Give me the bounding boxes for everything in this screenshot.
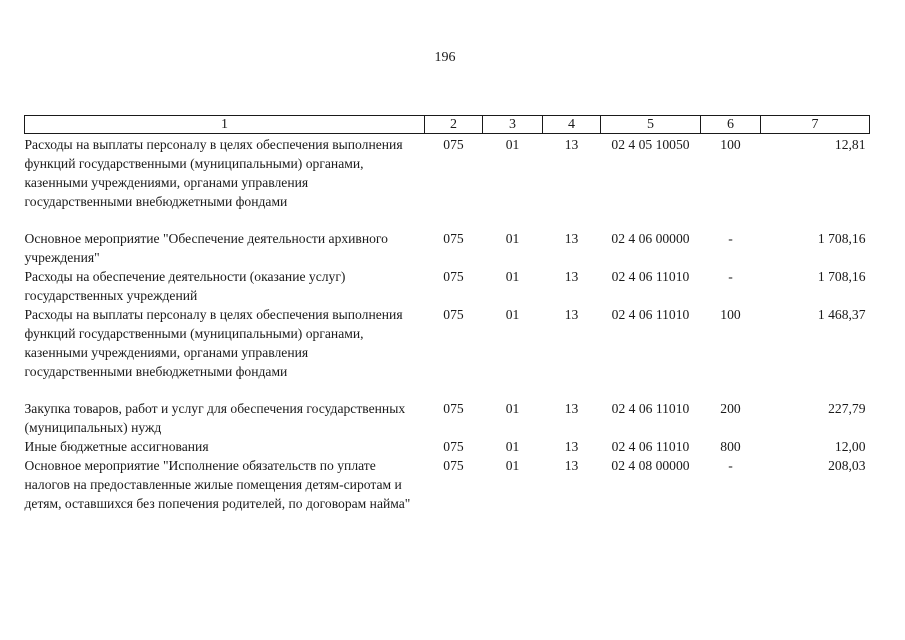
row-name: Расходы на обеспечение деятельности (оказание услуг) государственных учреждений	[24, 269, 346, 303]
row-col-5: 02 4 06 11010	[611, 269, 690, 284]
row-col-2: 075	[443, 439, 464, 454]
row-col-4: 13	[564, 439, 579, 454]
header-col-7: 7	[761, 116, 870, 134]
row-col-3: 01	[505, 137, 520, 152]
row-col-7: 1 468,37	[817, 307, 866, 322]
row-col-2: 075	[443, 269, 464, 284]
header-col-1: 1	[25, 116, 425, 134]
row-col-3: 01	[505, 458, 520, 473]
row-col-7: 227,79	[828, 401, 866, 416]
row-col-2: 075	[443, 458, 464, 473]
row-col-4: 13	[564, 458, 579, 473]
row-col-3: 01	[505, 401, 520, 416]
table-row	[25, 134, 870, 230]
row-col-7: 1 708,16	[817, 231, 866, 246]
table-row	[25, 456, 870, 513]
row-name: Основное мероприятие "Исполнение обязательств по уплате налогов на предоставленные жилые помещения детям-сиротам и детям, оставшихся без попечения родителей, по договорам найма"	[24, 458, 411, 511]
table-row	[25, 437, 870, 456]
row-col-6: -	[728, 269, 733, 284]
row-col-2: 075	[443, 231, 464, 246]
row-col-6: 100	[720, 307, 741, 322]
table-row	[25, 305, 870, 399]
budget-table	[24, 115, 870, 513]
row-col-4: 13	[564, 269, 579, 284]
row-col-5: 02 4 06 11010	[611, 307, 690, 322]
table-header-row	[25, 116, 870, 134]
header-col-6: 6	[701, 116, 761, 134]
header-col-3: 3	[483, 116, 543, 134]
row-col-6: -	[728, 231, 733, 246]
table-row	[25, 399, 870, 437]
header-col-4: 4	[543, 116, 601, 134]
table-row	[25, 229, 870, 267]
row-col-5: 02 4 06 11010	[611, 439, 690, 454]
row-col-2: 075	[443, 401, 464, 416]
row-col-4: 13	[564, 307, 579, 322]
row-col-6: 100	[720, 137, 741, 152]
row-name: Иные бюджетные ассигнования	[24, 439, 209, 454]
header-col-2: 2	[425, 116, 483, 134]
row-col-6: -	[728, 458, 733, 473]
row-col-4: 13	[564, 401, 579, 416]
row-col-5: 02 4 05 10050	[611, 137, 690, 152]
row-col-4: 13	[564, 231, 579, 246]
header-col-5: 5	[601, 116, 701, 134]
row-name: Основное мероприятие "Обеспечение деятельности архивного учреждения"	[24, 231, 388, 265]
row-col-6: 800	[720, 439, 741, 454]
row-col-5: 02 4 06 11010	[611, 401, 690, 416]
row-col-7: 208,03	[828, 458, 866, 473]
row-col-3: 01	[505, 231, 520, 246]
row-col-5: 02 4 08 00000	[611, 458, 690, 473]
row-col-2: 075	[443, 307, 464, 322]
row-col-7: 1 708,16	[817, 269, 866, 284]
row-col-3: 01	[505, 269, 520, 284]
row-col-7: 12,00	[834, 439, 866, 454]
row-col-3: 01	[505, 307, 520, 322]
row-col-2: 075	[443, 137, 464, 152]
row-col-6: 200	[720, 401, 741, 416]
row-col-7: 12,81	[834, 137, 866, 152]
row-col-5: 02 4 06 00000	[611, 231, 690, 246]
page-number: 196	[434, 50, 456, 65]
row-col-4: 13	[564, 137, 579, 152]
row-name: Расходы на выплаты персоналу в целях обеспечения выполнения функций государственными (муниципальными) органами, казенными учреждениями, органами управления государственными внебюджетными фондами	[24, 307, 403, 379]
row-name: Расходы на выплаты персоналу в целях обеспечения выполнения функций государственными (муниципальными) органами, казенными учреждениями, органами управления государственными внебюджетными фондами	[24, 137, 403, 209]
row-col-3: 01	[505, 439, 520, 454]
table-row	[25, 267, 870, 305]
row-name: Закупка товаров, работ и услуг для обеспечения государственных (муниципальных) нужд	[24, 401, 406, 435]
